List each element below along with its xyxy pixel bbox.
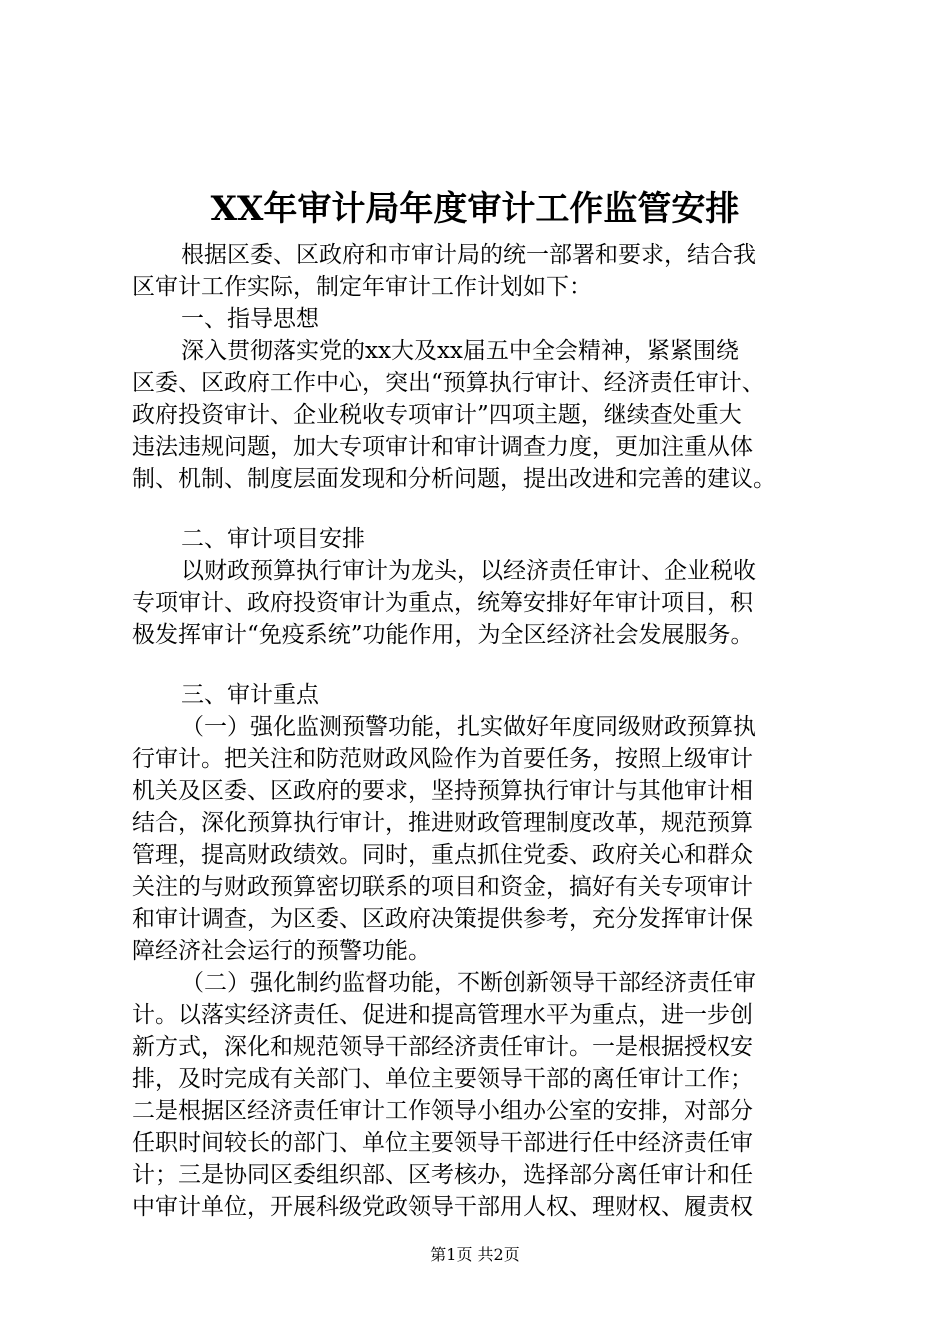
document-title: XX年审计局年度审计工作监管安排 (210, 189, 740, 229)
text-line: 违法违规问题，加大专项审计和审计调查力度，更加注重从体 (132, 434, 753, 460)
text-line: 机关及区委、区政府的要求，坚持预算执行审计与其他审计相 (132, 778, 753, 804)
text-line: 以财政预算执行审计为龙头，以经济责任审计、企业税收 (181, 558, 756, 584)
text-line: 计。以落实经济责任、促进和提高管理水平为重点，进一步创 (132, 1002, 753, 1028)
text-line: （一）强化监测预警功能，扎实做好年度同级财政预算执 (181, 714, 756, 740)
text-line: 二是根据区经济责任审计工作领导小组办公室的安排，对部分 (132, 1098, 753, 1124)
text-line: 专项审计、政府投资审计为重点，统筹安排好年审计项目，积 (132, 590, 753, 616)
page-number-footer: 第1页 共2页 (430, 1245, 520, 1264)
text-line: 障经济社会运行的预警功能。 (132, 938, 431, 964)
text-line: 计；三是协同区委组织部、区考核办，选择部分离任审计和任 (132, 1162, 753, 1188)
section-heading: 一、指导思想 (181, 306, 319, 332)
section-heading: 二、审计项目安排 (181, 526, 365, 552)
text-line: 新方式，深化和规范领导干部经济责任审计。一是根据授权安 (132, 1034, 753, 1060)
text-line: 任职时间较长的部门、单位主要领导干部进行任中经济责任审 (132, 1130, 753, 1156)
text-line: 根据区委、区政府和市审计局的统一部署和要求，结合我 (181, 242, 756, 268)
text-line: 政府投资审计、企业税收专项审计”四项主题，继续查处重大 (132, 402, 742, 428)
text-line: 区委、区政府工作中心，突出“预算执行审计、经济责任审计、 (132, 370, 765, 396)
text-line: 排，及时完成有关部门、单位主要领导干部的离任审计工作； (132, 1066, 753, 1092)
text-line: （二）强化制约监督功能，不断创新领导干部经济责任审 (181, 970, 756, 996)
text-line: 极发挥审计“免疫系统”功能作用，为全区经济社会发展服务。 (132, 622, 754, 648)
text-line: 和审计调查，为区委、区政府决策提供参考，充分发挥审计保 (132, 906, 753, 932)
text-line: 行审计。把关注和防范财政风险作为首要任务，按照上级审计 (132, 746, 753, 772)
text-line: 结合，深化预算执行审计，推进财政管理制度改革，规范预算 (132, 810, 753, 836)
text-line: 中审计单位，开展科级党政领导干部用人权、理财权、履责权 (132, 1194, 753, 1220)
text-line: 制、机制、制度层面发现和分析问题，提出改进和完善的建议。 (132, 466, 776, 492)
text-line: 区审计工作实际，制定年审计工作计划如下： (132, 274, 592, 300)
text-line: 管理，提高财政绩效。同时，重点抓住党委、政府关心和群众 (132, 842, 753, 868)
text-line: 关注的与财政预算密切联系的项目和资金，搞好有关专项审计 (132, 874, 753, 900)
text-line: 深入贯彻落实党的xx大及xx届五中全会精神，紧紧围绕 (181, 338, 739, 364)
section-heading: 三、审计重点 (181, 682, 319, 708)
